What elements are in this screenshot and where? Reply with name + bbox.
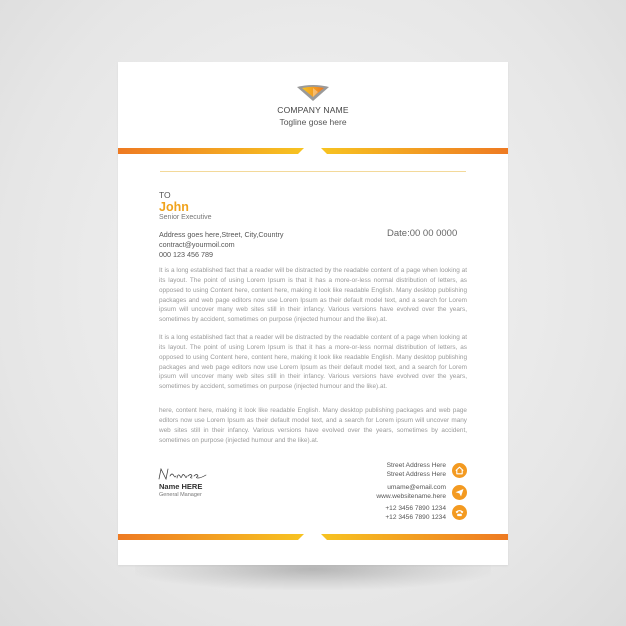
- header-divider: [160, 171, 466, 172]
- letter-date: Date:00 00 0000: [387, 228, 458, 239]
- footer-band-right: [321, 534, 508, 540]
- signatory-title: General Manager: [159, 492, 202, 498]
- recipient-position: Senior Executive: [159, 214, 212, 221]
- recipient-phone: 000 123 456 789: [159, 250, 213, 259]
- body-paragraph-1: It is a long established fact that a reader will be distracted by the readable content of a page when looking at its layout. The point of using Lorem Ipsum is that it has a more-or-less normal distribution of letters, as opposed to using Content here, content here, making it look like readable English. Many desktop publishing packages and web page editors now use Lorem Ipsum as their default model text, and a search for Lorem ipsum will uncover many web sites still in their infancy. Various versions have evolved over the years, sometimes by accident, sometimes on purpose (injected humour and the like).at.: [159, 267, 467, 324]
- send-icon: [452, 485, 467, 500]
- recipient-name: John: [159, 200, 189, 214]
- recipient-email: contract@yourmoil.com: [159, 240, 235, 249]
- letterhead-page: [118, 62, 508, 565]
- contact-phone-1: +12 3456 7890 1234: [385, 505, 446, 512]
- company-name: COMPANY NAME: [277, 105, 349, 115]
- contact-address-2: Street Address Here: [386, 471, 446, 478]
- phone-icon: [452, 505, 467, 520]
- company-tagline: Togline gose here: [279, 117, 347, 127]
- contact-website: www.websitename.here: [376, 493, 446, 500]
- header-band-left: [118, 148, 304, 154]
- signatory-name: Name HERE: [159, 482, 203, 491]
- home-icon: [452, 463, 467, 478]
- contact-address-1: Street Address Here: [386, 462, 446, 469]
- company-logo-icon: [296, 84, 330, 102]
- body-paragraph-2: It is a long established fact that a reader will be distracted by the readable content of a page when looking at its layout. The point of using Lorem Ipsum is that it has a more-or-less normal distribution of letters, as opposed to using Content here, content here, making it look like readable English. Many desktop publishing packages and web page editors now use Lorem Ipsum as their default model text, and a search for Lorem ipsum will uncover many web sites still in their infancy. Various versions have evolved over the years, sometimes by accident, sometimes on purpose (injected humour and the like).at.: [159, 334, 467, 391]
- footer-band-left: [118, 534, 304, 540]
- header-band-right: [321, 148, 508, 154]
- contact-email: umame@email.com: [387, 484, 446, 491]
- recipient-to-label: TO: [159, 190, 171, 200]
- recipient-address: Address goes here,Street, City,Country: [159, 230, 284, 239]
- contact-phone-2: +12 3456 7890 1234: [385, 514, 446, 521]
- body-paragraph-3: here, content here, making it look like readable English. Many desktop publishing packages and web page editors now use Lorem Ipsum as their default model text, and a search for Lorem ipsum will uncover many web sites still in their infancy. Various versions have evolved over the years, sometimes by accident, sometimes on purpose (injected humour and the like).at.: [159, 407, 467, 444]
